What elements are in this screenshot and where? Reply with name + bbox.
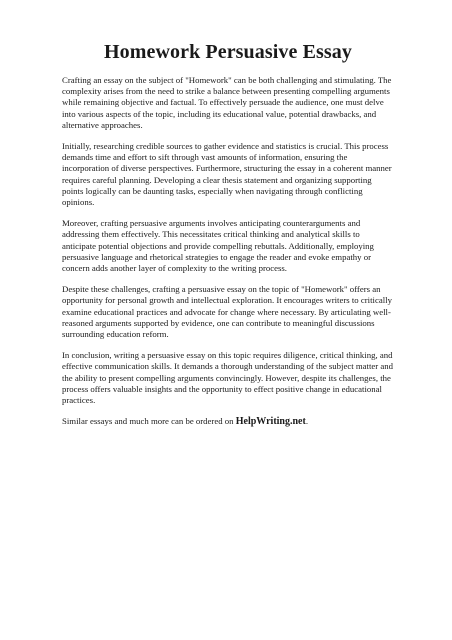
closing-suffix: . [305,416,309,427]
body-paragraph-3: Moreover, crafting persuasive arguments involves anticipating counterarguments and addressing them effectively. This necessitates critical thinking and analytical skills to anticipate potential objections and provide compelling rebuttals. Additionally, employing persuasive language and rhetorical strategies to engage the reader and evoke empathy or concern adds another layer of complexity to the writing process. [62,218,374,274]
body-paragraph-5: In conclusion, writing a persuasive essay on this topic requires diligence, critical thinking, and effective communication skills. It demands a thorough understanding of the subject matter and the ability to present compelling arguments convincingly. However, despite its challenges, the process offers valuable insights and the opportunity to effect positive change in educational practices. [62,350,394,406]
brand-name: HelpWriting.net [235,416,306,428]
closing-line [62,416,394,427]
closing-prefix: Similar essays and much more can be ordered on [62,416,236,427]
page-title: Homework Persuasive Essay [103,41,353,63]
body-paragraph-1: Crafting an essay on the subject of "Homework" can be both challenging and stimulating. The complexity arises from the need to strike a balance between presenting compelling arguments while remaining objective and factual. To effectively persuade the audience, one must delve into various aspects of the topic, including its educational value, potential drawbacks, and alternative approaches. [62,75,392,130]
body-paragraph-2: Initially, researching credible sources to gather evidence and statistics is crucial. This process demands time and effort to sift through vast amounts of information, ensuring the incorporation of diverse perspectives. Furthermore, structuring the essay in a coherent manner requires careful planning. Developing a clear thesis statement and organizing supporting points logically can be daunting tasks, especially when navigating through conflicting opinions. [62,141,392,208]
body-paragraph-4: Despite these challenges, crafting a persuasive essay on the topic of "Homework" offers an opportunity for personal growth and intellectual exploration. It encourages writers to critically examine educational practices and advocate for change where necessary. By articulating well-reasoned arguments supported by evidence, one can contribute to meaningful discussions surrounding education reform. [62,284,392,340]
